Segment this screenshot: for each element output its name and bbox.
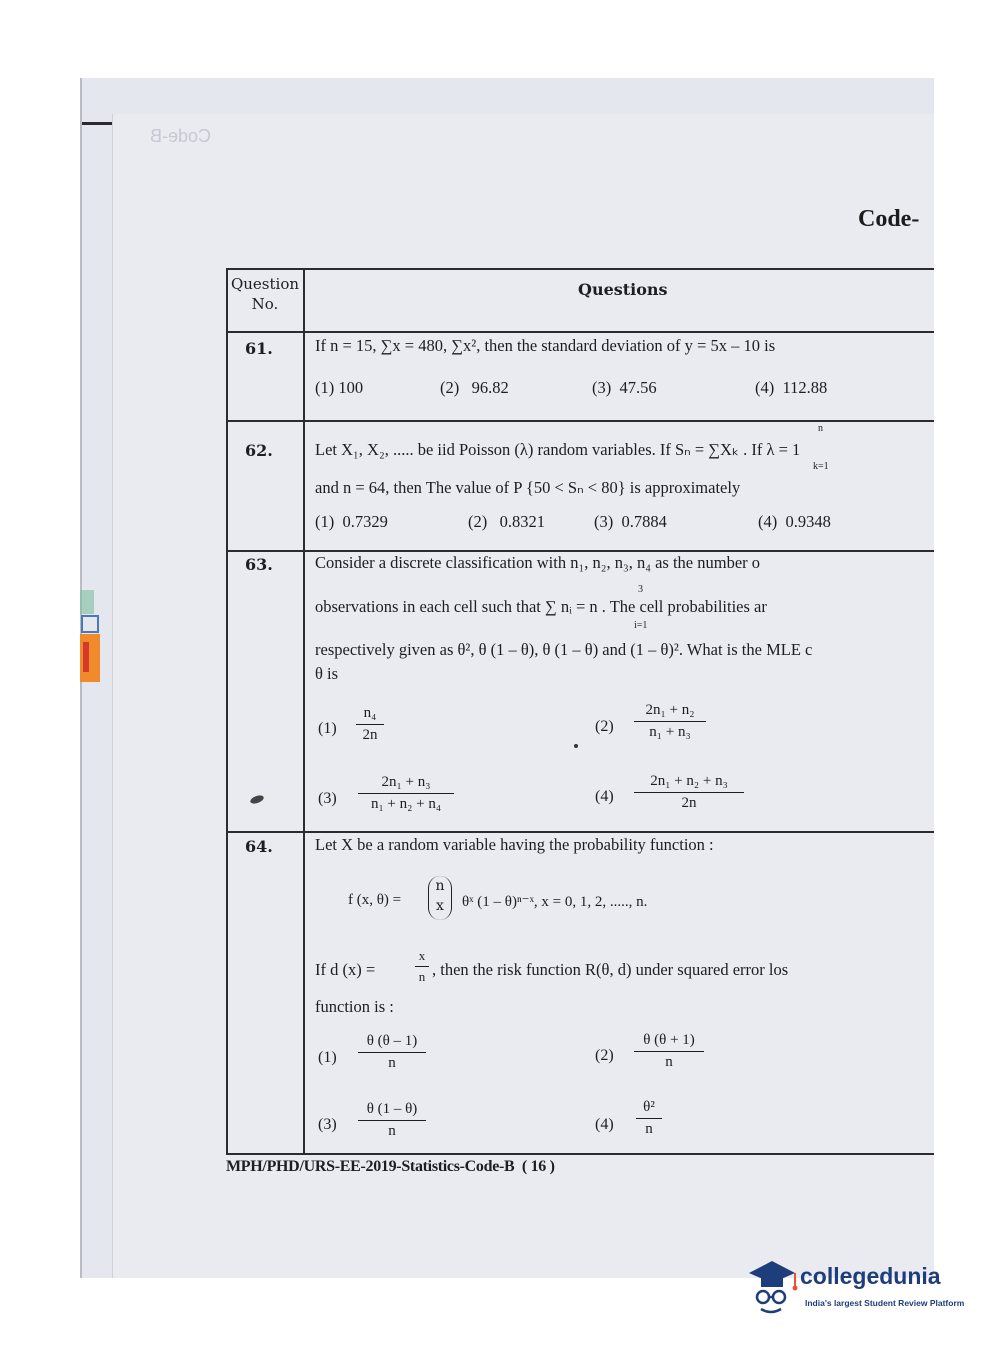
option: (4) 0.9348 (758, 512, 831, 531)
option-label: (1) (318, 720, 337, 737)
option-label: (2) (595, 1047, 614, 1064)
question-63-text-2: observations in each cell such that ∑ nᵢ = n . The cell probabilities ar (315, 597, 767, 616)
option-fraction: $\frac{\text{2n₁ + n₂}}{\text{n₁ + n₃}}$ (634, 702, 706, 741)
question-62-text: Let X₁, X₂, ..... be iid Poisson (λ) random variables. If Sₙ = ∑Xₖ . If λ = 1 (315, 440, 801, 459)
row-divider (228, 831, 934, 833)
question-62-text-2: and n = 64, then The value of P {50 < Sₙ < 80} is approximately (315, 478, 741, 497)
sum-lower-limit: i=1 (634, 620, 648, 631)
bleed-through-code: Code-B (150, 126, 212, 146)
option-fraction: $\frac{\theta (1 - \theta)}{n}$ (358, 1101, 426, 1140)
column-divider (303, 270, 305, 1153)
question-64-text-3: function is : (315, 997, 394, 1016)
option-fraction: $\frac{\text{2n₁ + n₃}}{\text{n₁ + n₂ + n₄}}$ (358, 774, 454, 813)
row-divider (228, 331, 934, 333)
option-label: (4) (595, 788, 614, 805)
question-63-text-3: respectively given as θ², θ (1 – θ), θ (1 – θ) and (1 – θ)². What is the MLE c (315, 640, 813, 659)
option: (3) 47.56 (592, 378, 657, 397)
questions-table (226, 268, 934, 1155)
option-label: (1) (318, 1049, 337, 1066)
option-fraction: $\frac{\text{n₄}}{2n}$ (356, 705, 384, 744)
header-question-no: Question No. (230, 275, 300, 313)
paper-code-heading: Code- (858, 206, 920, 232)
question-64-text: Let X be a random variable having the probability function : (315, 835, 714, 854)
question-number: 64. (245, 837, 273, 856)
option-label: (4) (595, 1116, 614, 1133)
brand-name: collegedunia (800, 1263, 941, 1289)
question-number: 62. (245, 441, 273, 460)
option: (1) 0.7329 (315, 512, 388, 531)
sum-lower-limit: k=1 (813, 461, 829, 472)
stray-dot (574, 744, 578, 748)
option-fraction: $\frac{\theta (\theta + 1)}{n}$ (634, 1032, 704, 1071)
question-number: 63. (245, 555, 273, 574)
sum-upper-limit: 3 (638, 584, 643, 595)
risk-prefix: If d (x) = (315, 960, 376, 979)
sum-upper-limit: n (818, 423, 823, 434)
page-footer: MPH/PHD/URS-EE-2019-Statistics-Code-B ( 16 ) (226, 1158, 555, 1175)
pmf-rhs: θˣ (1 – θ)ⁿ⁻ˣ, x = 0, 1, 2, ....., n. (462, 894, 648, 910)
collegedunia-logo[interactable] (745, 1257, 975, 1317)
option-label: (3) (318, 1116, 337, 1133)
option: (4) 112.88 (755, 378, 828, 397)
pmf-lhs: f (x, θ) = (348, 892, 402, 908)
graduate-cap-icon (745, 1257, 799, 1315)
binomial-coefficient: n x (428, 876, 452, 920)
option: (2) 96.82 (440, 378, 509, 397)
option: (2) 0.8321 (468, 512, 545, 531)
question-61-text: If n = 15, ∑x = 480, ∑x², then the standard deviation of y = 5x – 10 is (315, 336, 776, 355)
risk-fraction: $\frac{x}{n}$ (415, 948, 429, 985)
option: (1) 100 (315, 378, 364, 397)
option-label: (2) (595, 718, 614, 735)
row-divider (228, 420, 934, 422)
option-label: (3) (318, 790, 337, 807)
option-fraction: $\frac{\theta (\theta - 1)}{n}$ (358, 1033, 426, 1072)
brand-tagline: India's largest Student Review Platform (805, 1298, 965, 1308)
row-divider (228, 550, 934, 552)
stamp-mark-icon (78, 582, 108, 702)
option-fraction: $\frac{\text{2n₁ + n₂ + n₃}}{2n}$ (634, 773, 744, 812)
question-63-text-4: θ is (315, 664, 339, 683)
question-number: 61. (245, 339, 273, 358)
question-63-text: Consider a discrete classification with n₁, n₂, n₃, n₄ as the number o (315, 553, 761, 572)
risk-suffix: , then the risk function R(θ, d) under squared error los (432, 960, 789, 979)
header-questions: Questions (578, 280, 668, 299)
option-fraction: $\frac{\text{θ²}}{n}$ (636, 1099, 662, 1138)
option: (3) 0.7884 (594, 512, 667, 531)
